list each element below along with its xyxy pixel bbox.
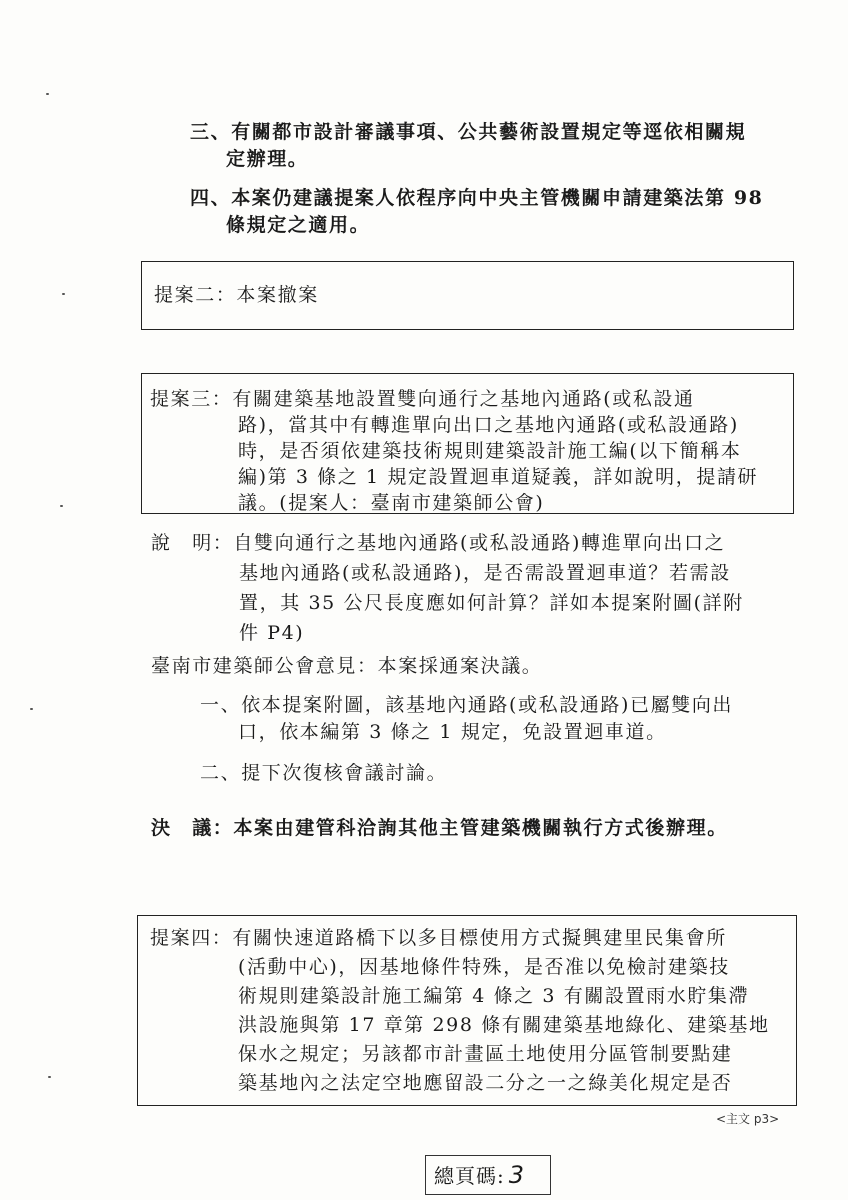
scan-speck [60,505,63,507]
stamp-number: 3 [508,1161,526,1189]
stamp-label: 總頁碼: [434,1164,505,1188]
scan-speck [46,93,49,95]
item-four-line-2: 條規定之適用。 [226,214,371,236]
opinion-item-two: 二、提下次復核會議討論。 [200,762,448,784]
item-three-line-1: 三、有關都市設計審議事項、公共藝術設置規定等逕依相關規 [190,121,747,143]
proposal-four-line-4: 洪設施與第 17 章第 298 條有關建築基地綠化、建築基地 [238,1014,770,1036]
proposal-three-line-5: 議。(提案人：臺南市建築師公會) [238,492,545,514]
proposal-four-line-6: 築基地內之法定空地應留設二分之一之綠美化規定是否 [238,1072,733,1094]
proposal-four-line-5: 保水之規定；另該都市計畫區土地使用分區管制要點建 [238,1043,733,1065]
scan-speck [30,708,33,710]
proposal-three-line-4: 編)第 3 條之 1 規定設置迴車道疑義，詳如說明，提請研 [238,466,759,488]
scan-speck [62,293,65,295]
explanation-line-2: 基地內通路(或私設通路)，是否需設置迴車道？若需設 [239,562,731,584]
opinion-item-one-line-2: 口，依本編第 3 條之 1 規定，免設置迴車道。 [238,721,667,743]
page-reference: <主文 p3> [716,1112,780,1126]
proposal-three-box [141,373,794,514]
proposal-two-box [141,261,794,330]
opinion-item-one-line-1: 一、依本提案附圖，該基地內通路(或私設通路)已屬雙向出 [200,694,734,716]
explanation-line-3: 置，其 35 公尺長度應如何計算？詳如本提案附圖(詳附 [239,592,744,614]
proposal-four-box [137,915,797,1106]
proposal-four-line-2: (活動中心)，因基地條件特殊，是否准以免檢討建築技 [238,956,730,978]
proposal-two-text: 提案二：本案撤案 [154,284,319,306]
resolution-text: 決 議：本案由建管科洽詢其他主管建築機關執行方式後辦理。 [151,817,728,839]
explanation-line-1: 說 明：自雙向通行之基地內通路(或私設通路)轉進單向出口之 [151,532,726,554]
item-four-line-1: 四、本案仍建議提案人依程序向中央主管機關申請建築法第 98 [190,187,764,209]
opinion-heading: 臺南市建築師公會意見：本案採通案決議。 [151,655,543,677]
scan-speck [48,1076,51,1078]
explanation-line-4: 件 P4) [239,622,305,644]
proposal-three-line-1: 提案三：有關建築基地設置雙向通行之基地內通路(或私設通 [150,388,695,410]
item-three-line-2: 定辦理。 [226,148,309,170]
proposal-four-line-1: 提案四：有關快速道路橋下以多目標使用方式擬興建里民集會所 [150,927,727,949]
proposal-three-line-2: 路)，當其中有轉進單向出口之基地內通路(或私設通路) [238,414,739,436]
proposal-three-line-3: 時，是否須依建築技術規則建築設計施工編(以下簡稱本 [238,440,742,462]
page-number-stamp [425,1155,551,1195]
proposal-four-line-3: 術規則建築設計施工編第 4 條之 3 有關設置雨水貯集滯 [238,985,750,1007]
